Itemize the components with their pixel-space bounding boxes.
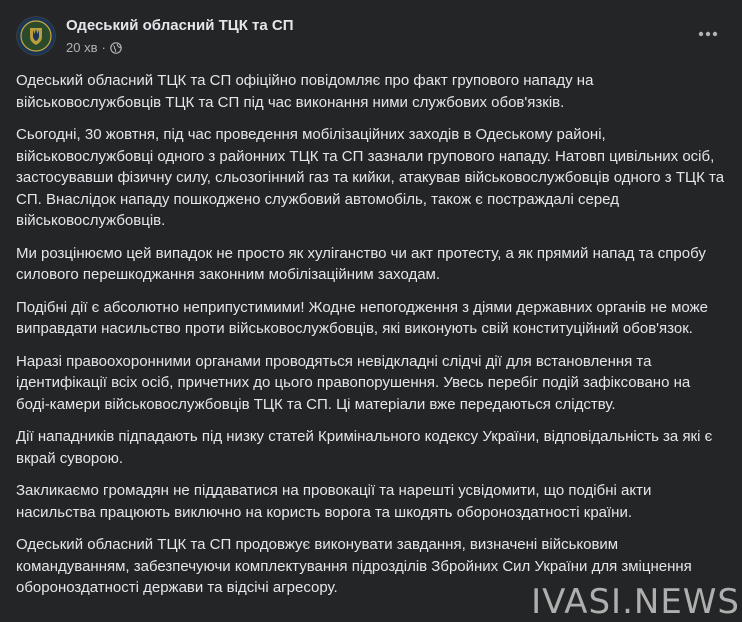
post-meta xyxy=(66,40,122,55)
post-paragraph: Сьогодні, 30 жовтня, під час проведення мобілізаційних заходів в Одеському районі, військовослужбовці одного з районних ТЦК та СП зазнали групового нападу. Натовп цивільних осіб, застосувавши фізичну силу, сльозогінний газ та кийки, атакував військовослужбовців одного з ТЦК та СП. Внаслідок нападу пошкоджено службовий автомобіль, також є постраждалі серед військовослужбовців. xyxy=(16,126,725,229)
page-name-link[interactable]: Одеський обласний ТЦК та СП xyxy=(66,17,294,34)
post-paragraph: Подібні дії є абсолютно неприпустимими! Жодне непогодження з діями державних органів не може виправдати насильство проти військовослужбовців, які виконують свій конституційний обов'язок. xyxy=(16,298,708,337)
emblem-trident-icon xyxy=(17,17,55,55)
post-paragraph: Одеський обласний ТЦК та СП офіційно повідомляє про факт групового нападу на військовослужбовців ТЦК та СП під час виконання ними службових обов'язків. xyxy=(16,72,594,111)
post-paragraph: Закликаємо громадян не піддаватися на провокації та нарешті усвідомити, що подібні акти насильства працюють виключно на користь ворога та шкодять обороноздатності країни. xyxy=(16,482,652,521)
post-paragraph: Дії нападників підпадають під низку статей Кримінального кодексу України, відповідальність за які є вкрай суворою. xyxy=(16,428,713,467)
post-header xyxy=(16,14,726,56)
post-paragraph: Одеський обласний ТЦК та СП продовжує виконувати завдання, визначені військовим командуванням, забезпечуючи комплектування підрозділів Збройних Сил України для зміцнення обороноздатності держави та відсічі агресору. xyxy=(16,536,692,596)
post-body xyxy=(16,70,726,610)
post-paragraph: Наразі правоохоронними органами проводяться невідкладні слідчі дії для встановлення та ідентифікації всіх осіб, причетних до цього правопорушення. Увесь перебіг подій зафіксовано на боді-камери військовослужбовців ТЦК та СП. Ці матеріали вже передаються слідству. xyxy=(16,352,691,413)
meta-separator: · xyxy=(101,40,106,55)
page-avatar[interactable] xyxy=(16,16,56,56)
watermark: IVASI.NEWS xyxy=(531,582,740,622)
globe-icon[interactable] xyxy=(110,42,122,54)
post-timestamp[interactable]: 20 хв xyxy=(66,40,98,55)
post-paragraph: Ми розцінюємо цей випадок не просто як хуліганство чи акт протесту, а як прямий напад та спробу силового перешкоджання законним мобілізаційним заходам. xyxy=(16,244,706,283)
more-options-button[interactable] xyxy=(694,22,722,46)
more-horizontal-icon xyxy=(698,31,718,37)
